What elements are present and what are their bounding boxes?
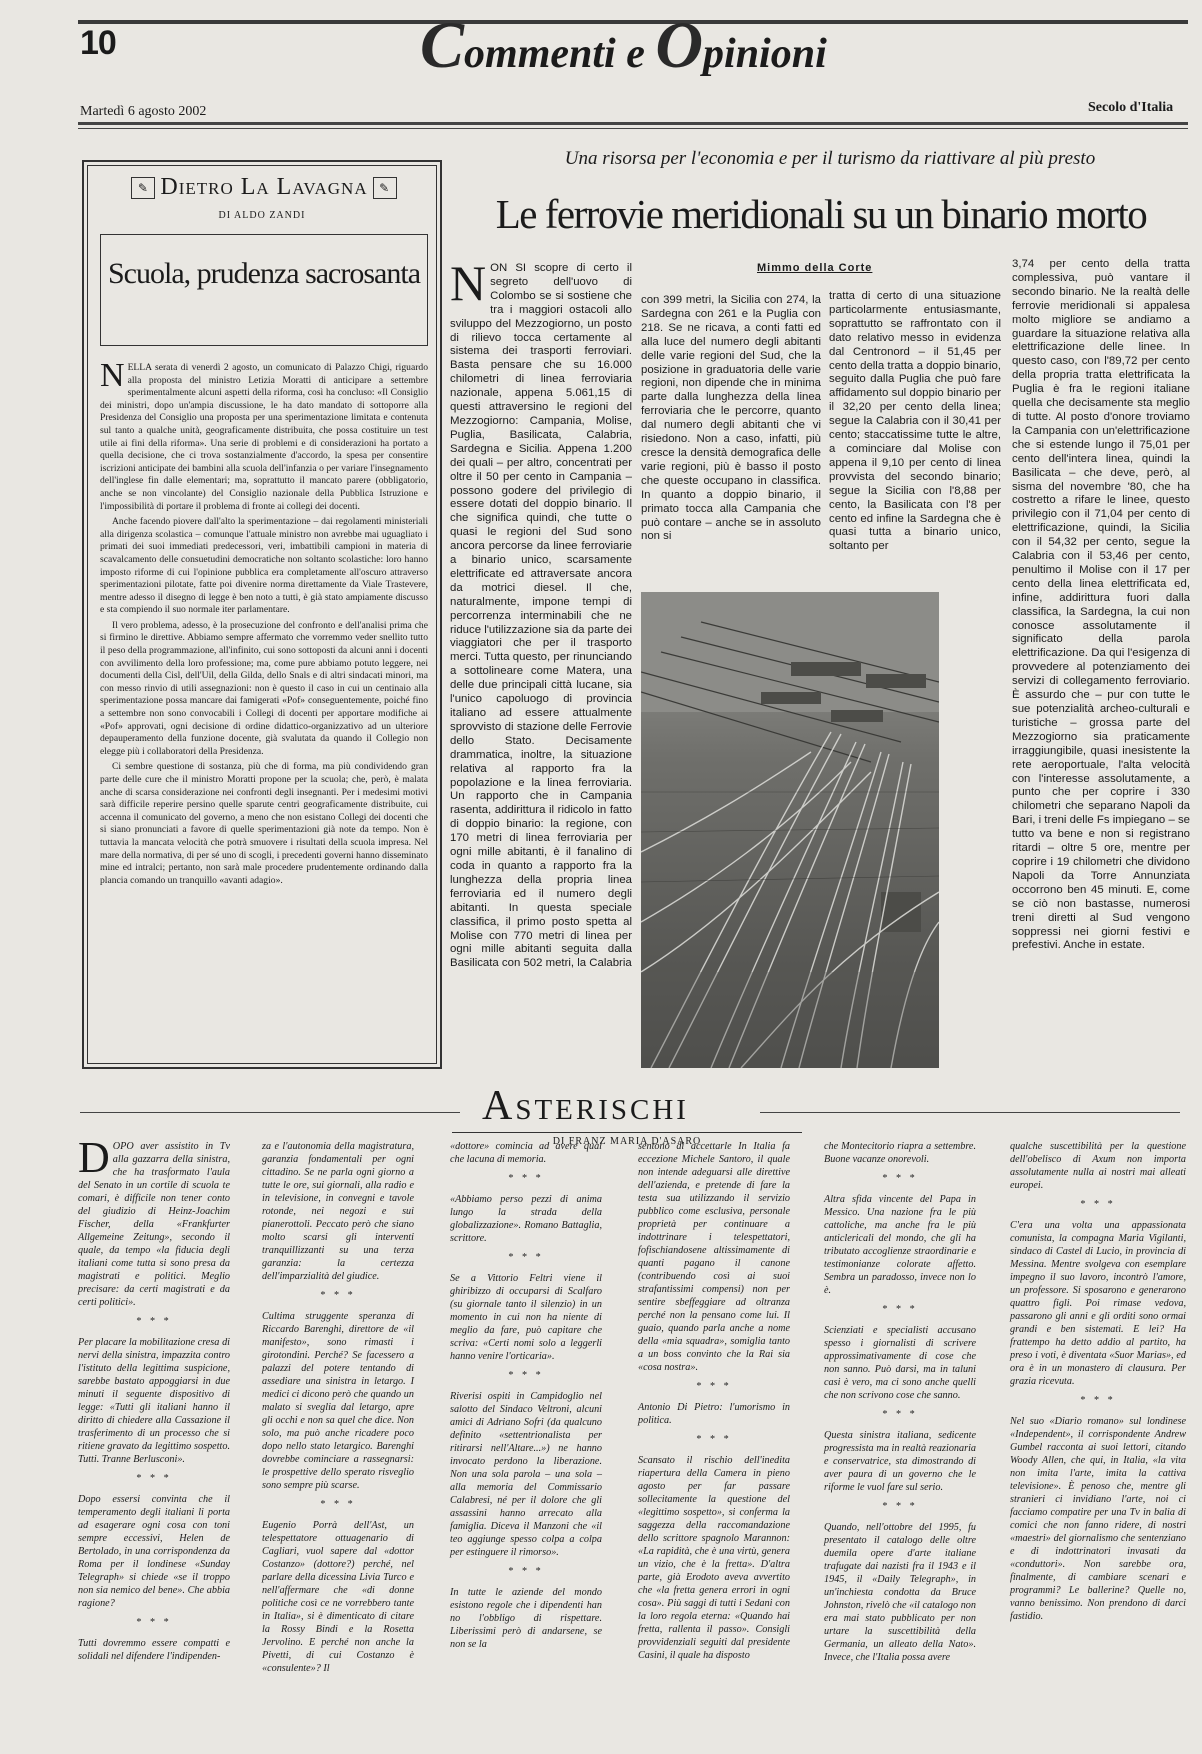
separator-stars: * * *: [136, 1316, 172, 1327]
separator-stars: * * *: [508, 1370, 544, 1381]
asterisco-item: «Abbiamo perso pezzi di anima lungo la strada della globalizzazione». Romano Battaglia, scrittore.: [450, 1194, 602, 1244]
article-column-1: NON SI scopre di certo il segreto dell'uovo di Colombo se si sostiene che tra i maggiori ostacoli allo sviluppo del Mezzogiorno, un posto di rilievo tocca certamente al sistema dei trasporti ferroviari. Basta pensare che su 16.000 chilometri di linea ferroviaria nazionale, appena 5.061,15 di questi attraversino le regioni del Mezzogiorno: Campania, Molise, Puglia, Basilicata, Calabria, Sardegna e Sicilia. Appena 1.200 dei quali – per altro, concentrati per oltre il 50 per cento in Campania – possono godere del privilegio di essere dotati del doppio binario. Il che significa quindi, che tutte o quasi le regioni del Sud sono ancora percorse da linee ferroviarie a binario unico, scarsamente elettrificate ed attraversate ancora da motrici diesel. Il che, naturalmente, impone tempi di percorrenza interminabili che ne riduce l'utilizzazione sia da parte dei viaggiatori che per il trasporto merci. Tutta questo, per rinunciando a sottolineare come Matera, una delle due principali città lucane, sia l'unico capoluogo di provincia italiano ad essere attualmente sprovvisto di stazione delle Ferrovie dello Stato. Decisamente drammatica, inoltre, la situazione relativa al rapporto fra la popolazione e la linea ferroviaria. Un rapporto che in Campania rasenta, addirittura il ridicolo in fatto di doppio binario: la regione, con 170 metri di linea ferroviaria per ogni mille abitanti, è il fanalino di coda in quanto a rapporto fra la lunghezza della propria linea ferroviaria ed il numero degli abitanti. In questa speciale classifica, il primo posto spetta al Molise con 770 metri di linea per ogni mille abitanti seguita dalla Basilicata con 502 metri, la Calabria: [450, 262, 632, 970]
asterischi-rule-right: [760, 1112, 1180, 1113]
column-paragraph: Ci sembre questione di sostanza, più che di forma, ma più condividendo gran parte delle cure che il ministro Moratti propone per la scuola; che, però, è malata anche di scarsa considerazione nei confronti degli insegnanti. Per i medesimi motivi sarà difficile reperire persino quelle sparute centri geograficamente distribuite, cui accenna il comunicato del governo, a meno che non esistano Collegi dei docenti che si siano pronunciati a favore di quelle sperimentazioni già note da tempo. Non è tuttavia la mancata velocità che potrà smuovere i risultati della scuola impresa. Nel mare della normativa, di per sé uno di scogli, i precedenti governi hanno disseminato mine ed intralci; pertanto, non sarà male procedere prudentemente ordinando dalla plancia comando un tranquillo «avanti adagio».: [100, 761, 428, 886]
date-rule: [78, 122, 1188, 125]
asterisco-item: Eugenio Porrà dell'Ast, un telespettatore ottuagenario di Cagliari, vuol sapere dal «dottor Costanzo» (dottore?) perché, nel parlare della dicessina Livia Turco e nell'affermare che «di donne politiche così ce ne vorrebbero tante in Italia», si è dimenticato di citare la Rossy Bindi e la Rosetta Jervolino. E perché non anche la Pivetti, di cui Costanzo è «consulente»? Il: [262, 1520, 414, 1674]
article-author: Mimmo della Corte: [757, 262, 873, 274]
separator-stars: * * *: [320, 1290, 356, 1301]
asterisco-item: DOPO aver assistito in Tv alla gazzarra della sinistra, che ha trasformato l'aula del Senato in un cortile di scuola te comari, è difficile non tener conto del giudizio di Heinz-Joachim Fischer, della «Frankfurter Allgemeine Zeitung», secondo il quale, da tempo «la fiducia degli italiani come tutta si sono presa da magistrati e politici. Meglio precisare: da certi magistrati e da certi politici».: [78, 1133, 230, 1308]
column-body: [100, 357, 428, 890]
asterischi-column-3: [450, 1140, 602, 1657]
asterisco-item: C'era una volta una appassionata comunista, la compagna Maria Vigilanti, sindaco di Castel di Lucio, in provincia di Messina. Mentre svolgeva con esemplare impegno il suo lavoro, incontrò l'amore, un professore. Si sposarono e generarono quattro figli. Poi rimase vedova, passarono gli anni e gli orditi sono ormai grandi e ben sistemati. E lei? Ha frattempo ha detto addio al partito, ha preso i voti, è diventata «Suor Marias», ed ora è in un monastero di clausura. Per grazia ricevuta.: [1010, 1220, 1186, 1387]
issue-date: Martedì 6 agosto 2002: [80, 104, 207, 119]
page-number: 10: [80, 24, 116, 62]
asterisco-item: Questa sinistra italiana, sedicente progressista ma in realtà reazionaria e conservatrice, sta dimostrando di aver paura di un governo che le riforme le vuol fare sul serio.: [824, 1430, 976, 1493]
asterisco-item: Tutti dovremmo essere compatti e solidali nel difendere l'indipenden-: [78, 1638, 230, 1662]
column-paragraph: Anche facendo piovere dall'alto la sperimentazione – dai regolamenti ministeriali alla dirigenza scolastica – comunque l'attuale ministro non avrebbe mai uguagliato i primati dei suoi immediati predecessori, veri, imbattibili campioni in materia di scavalcamento delle consuetudini democratiche non soltanto scolastiche: loro hanno imposto riforme di cui l'opinione pubblica era completamente all'oscuro attraverso sperimentazioni pilotate, fatte poi divenire norma direttamente da Viale Trastevere, mentre adesso il disegno di legge è ben noto a tutti, è già stato ampiamente discusso e sta compiendo il suo normale iter parlamentare.: [100, 516, 428, 616]
chalkboard-icon: ✎: [373, 177, 397, 199]
asterisco-item: Cultima struggente speranza di Riccardo Barenghi, direttore de «il manifesto», sono rimasti i girotondini. Perché? Se facessero a palazzi del potere tentando di assediare una sinistra in letargo. I medici ci dicono però che quando un malato si sveglia dal letargo, apre gli occhi e non sa quel che dice. Non solo, ma può anche ricadere poco dopo nello stato letargico. Barenghi dovrebbe cominciare a rassegnarsi: le prospettive dello sperato risveglio sono sempre più scarse.: [262, 1311, 414, 1491]
asterisco-item: Scansato il rischio dell'inedita riapertura della Camera in pieno agosto per far passare sollecitamente la questione del «legittimo sospetto», si conferma la saggezza della raccomandazione dello scrittore spagnolo Marannon: «La rapidità, che è una virtù, genera un vizio, che è la fretta». D'altra parte, già Erodoto aveva avvertito che «la fretta genera errori in ogni cosa». Più saggi di tutti i Sedani con la loro regola eterna: «Quando hai fretta, rallenta il passo». Consigli provvidenziali seguiti dal presidente Casini, il quale ha disposto: [638, 1455, 790, 1661]
column-title: ✎ Dietro La Lavagna ✎: [104, 174, 424, 201]
dietro-la-lavagna-box: [82, 160, 442, 1069]
drop-cap: N: [100, 357, 125, 394]
asterisco-item: Antonio Di Pietro: l'umorismo in politica.: [638, 1402, 790, 1426]
section-title: Commenti e Opinioni: [420, 9, 827, 82]
asterisco-item: che Montecitorio riapra a settembre. Buone vacanze onorevoli.: [824, 1141, 976, 1165]
asterisco-item: In tutte le aziende del mondo esistono regole che i dipendenti han no l'obbligo di rispettare. Liberissimi però di andarsene, se non se la: [450, 1587, 602, 1650]
separator-stars: * * *: [882, 1409, 918, 1420]
date-rule-thin: [78, 128, 1188, 129]
asterisco-item: Dopo essersi convinta che il temperamento degli italiani li porta ad esagerare ogni cosa con toni sempre eccessivi, Helen de Bertolado, in una corrispondenza da Roma per il londinese «Sunday Telegraph» si chiede «se il troppo non sia nemico del bene». Che abbia ragione?: [78, 1494, 230, 1609]
separator-stars: * * *: [882, 1304, 918, 1315]
column-paragraph: Il vero problema, adesso, è la prosecuzione del confronto e dell'analisi prima che si firmino le direttive. Abbiamo sempre affermato che vorremmo veder snellito tutto il peso della programmazione, all'infinito, cui sono sottoposti da alcuni anni i docenti con avvilimento della loro professione; ma, come pure abbiamo potuto leggere, nei documenti della Cisl, dell'Uil, della Gilda, dello Snals e di altri sindacati minori, ma con messo rinvio di utili assegnazioni: non è questo il caso in cui un centinaio alla sperimentazione possa mancare dai famigerati «Pof» conseguentemente, poiché fino a settembre non sono convocabili i Collegi di docenti per apportare modifiche ai «Pof» approvati, ogni decisione di ordine didattico-organizzativo ad un ulteriore depauperamento della funzione docente, già svalutata da quando il Collegio non elegge più i collaboratori della Presidenza.: [100, 619, 428, 757]
separator-stars: * * *: [508, 1173, 544, 1184]
article-column-2: con 399 metri, la Sicilia con 274, la Sardegna con 261 e la Puglia con 218. Se ne ricava, a conti fatti ed alla luce del numero degli abitanti delle varie regioni del Sud, che la posizione in graduatoria delle varie regioni, non dipende che in minima parte dalla lunghezza della linea ferroviaria che le percorre, quanto dal numero degli abitanti che vi risiedono. Non a caso, infatti, più cresce la densità demografica delle varie regioni, più è basso il posto che queste occupano in classifica. In quanto a doppio binario, il primato tocca alla Campania che può contare – anche se in assoluto non si: [641, 294, 821, 543]
separator-stars: * * *: [696, 1434, 732, 1445]
asterisco-item: sentono di accettarle In Italia fa eccezione Michele Santoro, il quale non intende adeguarsi alle direttive dell'azienda, e pretende di fare la testa sua utilizzando il servizio pubblico come esclusiva, personale proprietà per continuare a indottrinare i telespettatori, fofischiandosene altissimamente di quanti pagano il canone (contribuendo così ai suoi strafantissimi compensi) non per sentire sbeffeggiare ad oltranza perché non la pensano come lui. Il guaio, quando parla anche a nome della «mia squadra», somiglia tanto a un boss convinto che la Rai sia «cosa nostra».: [638, 1141, 790, 1373]
asterisco-item: za e l'autonomia della magistratura, garanzia fondamentali per ogni cittadino. Se ne parla ogni giorno a tutte le ore, sui giornali, alla radio e in televisione, in convegni e tavole rotonde, nei negozi e sui pianerottoli. Peccato però che siano molto scarsi gli interventi tranquillizzanti su una terza garanzia: la certezza dell'imparzialità del giudice.: [262, 1141, 414, 1282]
separator-stars: * * *: [320, 1499, 356, 1510]
column-headline-box: [100, 234, 428, 346]
drop-cap: D: [78, 1133, 110, 1182]
asterisco-item: «dottore» comincia ad avere qual che lacuna di memoria.: [450, 1141, 602, 1165]
asterischi-rule-left: [80, 1112, 460, 1113]
asterisco-item: qualche suscettibilità per la questione dell'obelisco di Axum non importa assolutamente nulla ai nostri mai alleati europei.: [1010, 1141, 1186, 1191]
separator-stars: * * *: [1080, 1199, 1116, 1210]
article-column-3: tratta di certo di una situazione particolarmente entusiasmante, soprattutto se raffrontato con il dato relativo messo in evidenza dal Centronord – il 51,45 per cento della tratta a doppio binario, seguito dalla Puglia che può fare affidamento sul doppio binario per il 32,20 per cento della linea; segue la Calabria con il 30,41 per cento; staccatissime tutte le altre, a cominciare dal Molise con appena il 9,10 per cento di linea provvista del secondo binario; segue la Sicilia con l'8,88 per cento, la Basilicata con l'8 per cento ed infine la Sardegna che è quasi tutta a binario unico, soltanto per: [829, 290, 1001, 553]
chalkboard-icon: ✎: [131, 177, 155, 199]
newspaper-name: Secolo d'Italia: [1088, 100, 1174, 115]
asterisco-item: Riverisi ospiti in Campidoglio nel salotto del Sindaco Veltroni, alcuni amici di Adriano Sofri (da qualcuno definito «settentrionalista per ritirarsi nell'Altare...») ne hanno invocato perdono la liberazione. Non una sola parola – una sola – alla memoria del Commissario Calabresi, né per il dolore che gli assassini hanno arrecato alla famiglia. Diceva il Manzoni che «il teo aggiunge spesso colpa a colpa per estinguere il rimorso».: [450, 1391, 602, 1558]
asterischi-title: Asterischi: [482, 1083, 689, 1129]
asterisco-item: Scienziati e specialisti accusano spesso i giornalisti di scrivere approssimativamente di cose che non sanno. Può darsi, ma in taluni casi è vero, ma ci sono anche quelli che non scrivono cose che sanno.: [824, 1325, 976, 1401]
asterisco-item: Per placare la mobilitazione cresa di nervi della sinistra, impazzita contro l'istituto della legittima suspicione, sarebbe bastato appoggiarsi in due minuti il seguente dispositivo di legge: «Tutti gli italiani hanno il diritto di chiedere alla Cassazione il trasferimento di un processo che si ritiene gravato da legittimo sospetto. Tutti. Tranne Berlusconi».: [78, 1337, 230, 1465]
separator-stars: * * *: [1080, 1395, 1116, 1406]
separator-stars: * * *: [508, 1252, 544, 1263]
asterisco-item: Quando, nell'ottobre del 1995, fu presentato il catalogo delle oltre duemila opere d'arte italiane trafugate dai nazisti fra il 1943 e il 1945, il «Daily Telegraph», in un'inchiesta condotta da Bruce Johnston, rivelò che «il catalogo non era mai stato pubblicato per non urtare la suscettibilità della Germania, un alleato della Nato». Invece, che l'Italia possa avere: [824, 1522, 976, 1663]
column-headline: Scuola, prudenza sacrosanta: [107, 257, 421, 290]
drop-cap: N: [450, 262, 487, 311]
asterischi-column-2: [262, 1140, 414, 1681]
asterischi-column-5: [824, 1140, 976, 1670]
column-author: DI ALDO ZANDI: [218, 210, 306, 221]
separator-stars: * * *: [882, 1173, 918, 1184]
asterisco-item: Altra sfida vincente del Papa in Messico. Una nazione fra le più cattoliche, ma anche fra le più anticlericali del mondo, che gli ha tributato accoglienze straordinarie e testimonianze colorate affetto. Sembra un paradosso, invece non lo è.: [824, 1194, 976, 1296]
article-kicker: Una risorsa per l'economia e per il turismo da riattivare al più presto: [564, 148, 1096, 169]
separator-stars: * * *: [136, 1473, 172, 1484]
column-paragraph: NELLA serata di venerdì 2 agosto, un comunicato di Palazzo Chigi, riguardo alla proposta del ministro Letizia Moratti di anticipare a settembre sperimentalmente alcuni aspetti della riforma, così ha concluso: «Il Consiglio dei ministri, dopo un'ampia discussione, le ha dato mandato di sottoporre alla Presidenza del Consiglio una proposta per una sperimentazione limitata e contenuta sul tanto a qualche unità, geograficamente distribuita, che possa costituire un test utile ai fini della riforma». Una serie di problemi e di considerazioni ha portato a quella decisione, che ci trova sostanzialmente d'accordo, la spesa per consentire iscrizioni anticipate dei bambini alla scuola dell'infanzia o per variare l'insegnamento dell'inglese fin dalle elementari; ma, soprattutto il mancato parere (obbligatorio, anche se non vincolante) del Consiglio nazionale della Pubblica Istruzione e l'impossibilità di portare il problema di fronte ai collegi dei docenti.: [100, 357, 428, 512]
asterisco-item: Se a Vittorio Feltri viene il ghiribizzo di occuparsi di Scalfaro (su giornale tanto il silenzio) in un momento in cui non ha niente di meglio da fare, può capitare che scriva: «Certi nomi solo a leggerli hanno venire l'orticaria».: [450, 1273, 602, 1362]
asterischi-column-1: [78, 1133, 230, 1669]
article-column-4: 3,74 per cento della tratta complessiva, può vantare il secondo binario. Ne la realtà delle ferrovie meridionali si appalesa molto migliore se andiamo a guardare la situazione relativa alla elettrificazione delle linee. In questo caso, con l'89,72 per cento della propria tratta elettrificata la Puglia è fra le regioni italiane quella che decisamente sta meglio di tutte. Al posto d'onore troviamo la Campania con un'elettrificazione che si estende lungo il 75,01 per cento dell'intera linea, quindi la Basilicata – che deve, però, al sisma del novembre '80, che ha costretto a rifare le linee, questo privilegio con il 71,04 per cento di elettrificazione, quindi, la Sicilia con il 54,32 per cento, segue la Calabria con il 53,46 per cento, penultimo il Molise con il 17 per cento della linea elettrificata ed, infine, addirittura fuori dalla classifica, la Sardegna, la cui non conosce assolutamente il significato della parola elettrificazione. Da qui l'esigenza di provvedere al potenziamento dei servizi di collegamento ferroviario. È assurdo che – pur con tutte le sue potenzialità archeo-culturali e turistiche – grossa parte del Mezzogiorno sia praticamente irraggiungibile, quasi inesistente la rete aeroportuale, l'alta velocità con l'interesse assolutamente, a punto che per coprire i 330 chilometri che separano Napoli da Bari, i treni delle Fs impiegano – se tutto va bene e non si registrano ritardi – oltre 5 ore, mentre per coprire i 19 chilometri che dividono Napoli da Torre Annunziata occorrono ben 45 minuti. E, come se ciò non bastasse, numerosi treni diretti al Sud vengono soppressi nei giorni festivi e prefestivi. Anche in estate.: [1012, 258, 1190, 952]
separator-stars: * * *: [508, 1566, 544, 1577]
asterisco-item: Nel suo «Diario romano» sul londinese «Independent», il corrispondente Andrew Gumbel racconta ai suoi lettori, citando Woody Allen, che qui, in Italia, «la vita non imita l'arte, imita la cattiva televisione». È penoso che, mentre gli stranieri ci invidiano l'arte, noi ci facciamo compatire per una Tv in balia di comici che non fanno ridere, di nostri «maestri» del giornalismo che sentenziano e di indottrinatori invasati da «conduttori». Non sarebbe ora, finalmente, di cambiare scenari e programmi? Le ballerine? Quelle no, vanno benissimo. Non prendono di darci fastidio.: [1010, 1416, 1186, 1622]
separator-stars: * * *: [136, 1617, 172, 1628]
asterischi-column-4: [638, 1140, 790, 1668]
railway-tracks-photo: [641, 592, 939, 1068]
asterischi-column-6: [1010, 1140, 1186, 1629]
top-rule: [78, 20, 1188, 24]
asterischi-author: DI FRANZ MARIA D'ASARO: [452, 1132, 802, 1147]
separator-stars: * * *: [882, 1501, 918, 1512]
article-headline: Le ferrovie meridionali su un binario morto: [495, 191, 1147, 237]
separator-stars: * * *: [696, 1381, 732, 1392]
